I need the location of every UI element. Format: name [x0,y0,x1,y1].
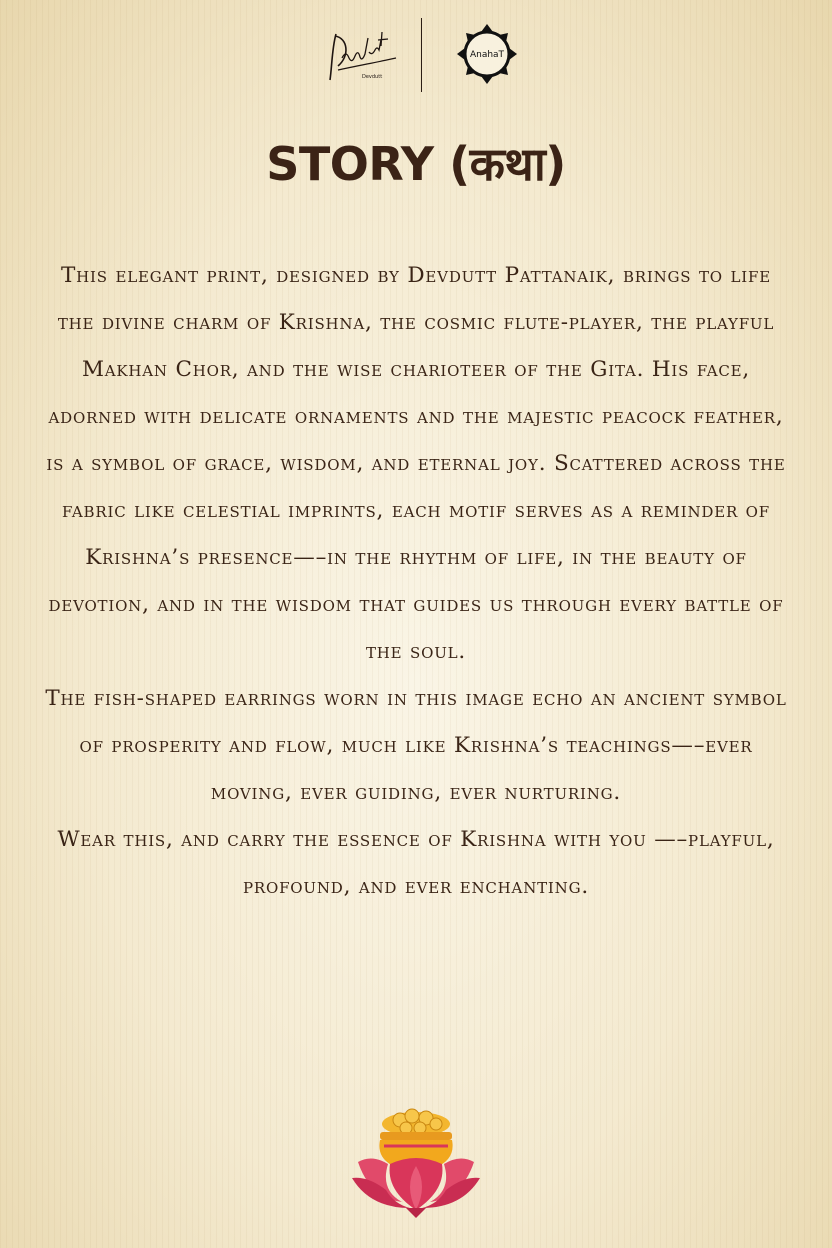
logo-right-text: AnahaT [469,50,505,60]
page-title: STORY (कथा) [266,137,566,191]
logo-left-text: Devdutt [362,74,383,80]
butter-pot-on-lotus-icon [350,1106,482,1218]
story-paragraph: The fish-shaped earrings worn in this image echo an ancient symbol of prosperity and flow, much like Krishna’s teachings—–ever moving, ever guiding, ever nurturing. [45,686,787,805]
anahat-lotus-logo [455,22,519,86]
logo-bar [0,18,832,94]
logo-divider [421,18,422,92]
story-paragraph: Wear this, and carry the essence of Krishna with you —–playful, profound, and ever enchanting. [57,827,775,899]
story-body [40,252,792,910]
story-paragraph: This elegant print, designed by Devdutt Pattanaik, brings to life the divine charm of Krishna, the cosmic flute-player, the playful Makhan Chor, and the wise charioteer of the Gita. His face, adorned with delicate ornaments and the majestic peacock feather, is a symbol of grace, wisdom, and eternal joy. Scattered across the fabric like celestial imprints, each motif serves as a reminder of Krishna’s presence—–in the rhythm of life, in the beauty of devotion, and in the wisdom that guides us through every battle of the soul. [46,263,786,664]
devdutt-signature-logo [326,26,402,86]
